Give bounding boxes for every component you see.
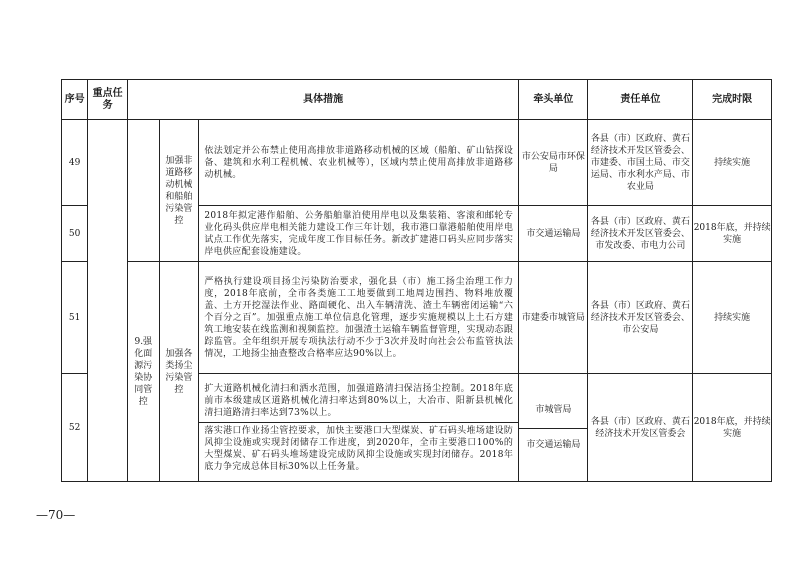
measure-text: 依法划定并公布禁止使用高排放非道路移动机械的区域（船舶、矿山钻探设备、建筑和水利工程机械、农业机械等），区域内禁止使用高排放非道路移动机械。	[199, 120, 519, 206]
row-number: 50	[62, 206, 88, 262]
lead-unit: 市公安局市环保局	[519, 120, 588, 206]
lead-unit-b: 市交通运输局	[526, 440, 581, 450]
measure-text-b: 落实港口作业扬尘管控要求，加快主要港口大型煤炭、矿石码头堆场建设防风抑尘设施或实现封闭储存工作进度，到2020年，全市主要港口100%的大型煤炭、矿石码头堆场建设完成防风抑尘设施或实现封闭储存。2018年底力争完成总体目标30%以上任务量。	[204, 425, 514, 472]
header-key-task: 重点任务	[88, 80, 128, 120]
task-9-upper-cell	[128, 120, 159, 262]
row-number: 49	[62, 120, 88, 206]
measure-text: 2018年拟定港作船舶、公务船舶靠泊使用岸电以及集装箱、客滚和邮轮专业化码头供应岸电相关能力建设工作三年计划，我市港口靠港船舶使用岸电试点工作优先落实，完成年度工作目标任务。新改扩建港口码头应同步落实岸电供应配套设施建设。	[199, 206, 519, 262]
subtask-nonroad: 加强非道路移动机械和船舶污染管控	[159, 120, 199, 262]
lead-unit-a: 市城管局	[535, 405, 572, 415]
header-seq: 序号	[62, 80, 88, 120]
responsible-unit: 各县（市）区政府、黄石经济技术开发区管委会、市建委、市国土局、市交运局、市水利水产局、市农业局	[588, 120, 693, 206]
measure-text-a: 扩大道路机械化清扫和洒水范围，加强道路清扫保洁扬尘控制。2018年底前市本级建成区道路机械化清扫率达到80%以上，大冶市、阳新县机械化清扫道路清扫率达到73%以上。	[204, 383, 514, 418]
header-lead-unit: 牵头单位	[519, 80, 588, 120]
measures-table	[61, 79, 772, 482]
table-row	[62, 262, 772, 374]
row-number: 51	[62, 262, 88, 374]
divider	[199, 422, 518, 423]
table-row	[62, 120, 772, 206]
header-deadline: 完成时限	[693, 80, 772, 120]
deadline: 持续实施	[693, 262, 772, 374]
header-measures: 具体措施	[128, 80, 519, 120]
page-number: —70—	[36, 508, 76, 522]
header-resp-unit: 责任单位	[588, 80, 693, 120]
divider	[519, 428, 587, 429]
lead-unit: 市建委市城管局	[519, 262, 588, 374]
lead-unit: 市交通运输局	[519, 206, 588, 262]
blank-key-task-cell	[88, 120, 128, 482]
measure-text	[199, 374, 519, 482]
header-row	[62, 80, 772, 120]
responsible-unit: 各县（市）区政府、黄石经济技术开发区管委会、市发改委、市电力公司	[588, 206, 693, 262]
responsible-unit: 各县（市）区政府、黄石经济技术开发区管委会、市公安局	[588, 262, 693, 374]
deadline: 2018年底，并持续实施	[693, 374, 772, 482]
deadline: 持续实施	[693, 120, 772, 206]
responsible-unit: 各县（市）区政府、黄石经济技术开发区管委会	[588, 374, 693, 482]
measure-text: 严格执行建设项目扬尘污染防治要求，强化县（市）施工扬尘治理工作力度，2018年底前，全市各类施工工地要做到工地周边围挡、物料堆放覆盖、土方开挖湿法作业、路面硬化、出入车辆清洗、渣土车辆密闭运输“六个百分之百”。加强重点施工单位信息化管理，逐步实施规模以上土石方建筑工地安装在线监测和视频监控。加强渣土运输车辆监督管理，实现动态跟踪监管。全年组织开展专项执法行动不少于3次并及时向社会公布监管执法情况，工地扬尘抽查整改合格率应达90%以上。	[199, 262, 519, 374]
subtask-dust: 加强各类扬尘污染管控	[159, 262, 199, 482]
deadline: 2018年底，并持续实施	[693, 206, 772, 262]
task-9-label: 9.强化面源污染协同管控	[128, 262, 159, 482]
row-number: 52	[62, 374, 88, 482]
lead-unit	[519, 374, 588, 482]
